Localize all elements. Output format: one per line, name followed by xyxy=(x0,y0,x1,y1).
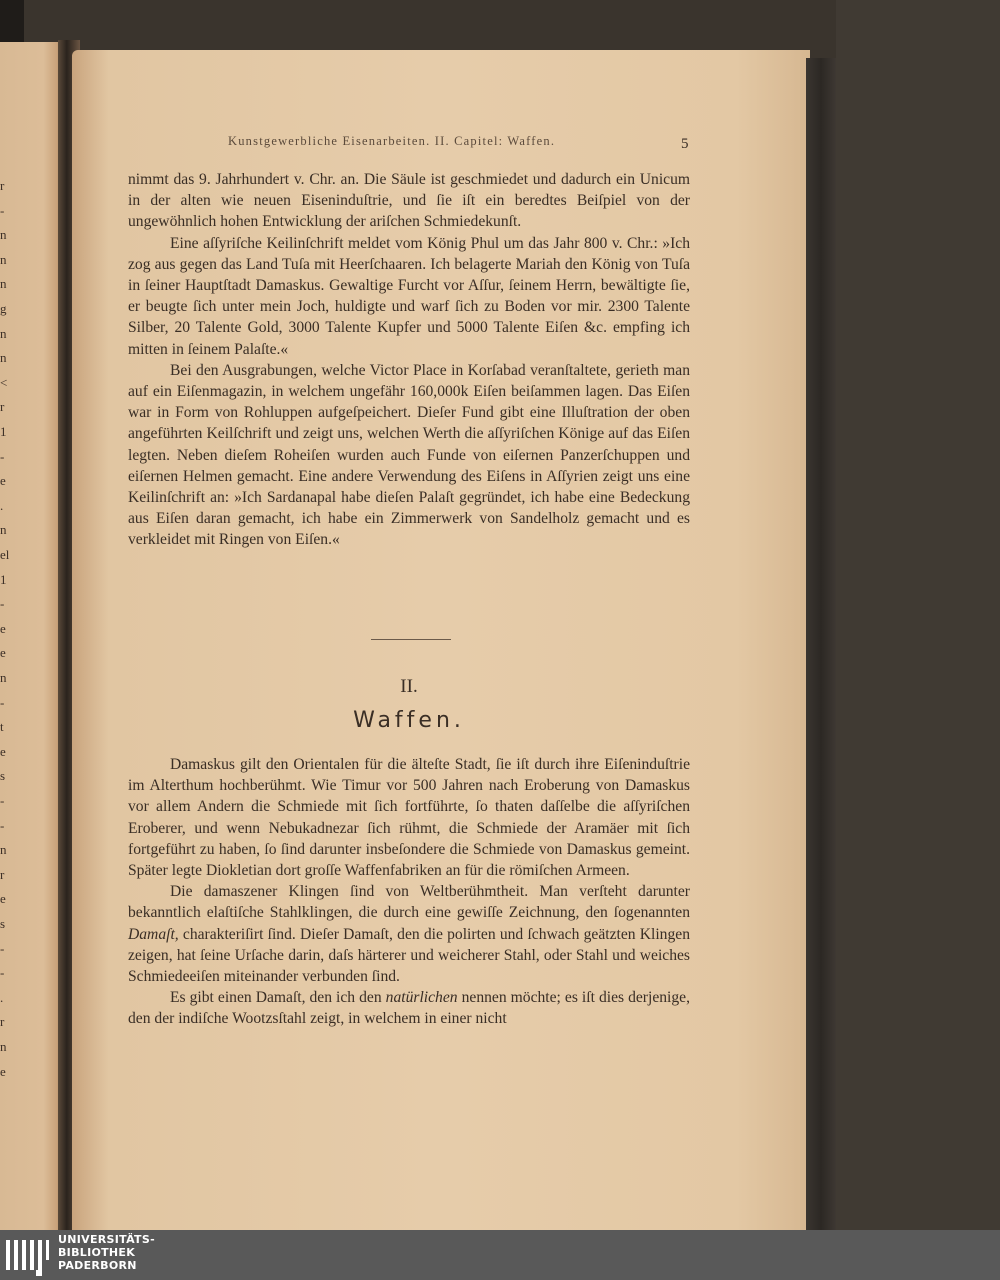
left-page-fragment: n xyxy=(0,350,7,366)
library-name-line: PADERBORN xyxy=(58,1259,137,1272)
paragraph xyxy=(128,987,690,1029)
left-page-fragment: - xyxy=(0,694,5,710)
text-run: Es gibt einen Damaſt, den ich den xyxy=(170,989,386,1007)
left-page-fragment: e xyxy=(0,1063,6,1079)
left-page-fragment: e xyxy=(0,620,6,636)
left-page-fragment: - xyxy=(0,965,5,981)
left-page-fragment: < xyxy=(0,374,8,390)
library-name-line: BIBLIOTHEK xyxy=(58,1246,136,1259)
left-page-fragment: n xyxy=(0,276,7,292)
text-run: charakteriſirt ſind. Dieſer Damaſt, den die polirten und ſchwach geätzten Klingen zeigen, hat ſeine Urſache darin, daſs härterer und weicherer Stahl, oder Stahl und weiches Schmiedeeiſen miteinander verbunden ſind. xyxy=(128,925,690,986)
paragraph xyxy=(128,881,690,987)
left-page-fragment: 1 xyxy=(0,571,7,587)
left-page xyxy=(0,42,62,1230)
left-page-fragment: n xyxy=(0,670,7,685)
text-run: nennen möchte; es iſt dies derjenige, den der indiſche Wootzsſtahl zeigt, in welchem in einer nicht xyxy=(128,989,690,1028)
left-page-fragment: - xyxy=(0,817,5,833)
paragraph: Eine aſſyriſche Keilinſchrift meldet vom König Phul um das Jahr 800 v. Chr.: »Ich zog aus gegen das Land Tuſa mit Heerſchaaren. Ich belagerte Mariah den König von Tuſa in ſeiner Hauptſtadt Damaskus. Gewaltige Furcht vor Aſſur, ſeinem Herrn, bewältigte ſie, er beugte ſich unter mein Joch, huldigte und warf ſich zu Boden vor mir. 2300 Talente Silber, 20 Talente Gold, 3000 Talente Kupfer und 5000 Talente Eiſen &c. empfing ich mitten in ſeinem Palaſte.« xyxy=(128,234,690,358)
library-name xyxy=(58,1233,155,1272)
left-page-fragment: - xyxy=(0,596,5,612)
left-page-fragment: r xyxy=(0,1014,5,1030)
left-page-fragment: . xyxy=(0,989,4,1005)
section-divider xyxy=(371,639,451,640)
paragraph: nimmt das 9. Jahrhundert v. Chr. an. Die Säule ist geschmiedet und dadurch ein Unicum in der alten wie neuen Eiseninduſtrie, und ſie iſt ein beredtes Beiſpiel von der ungewöhnlich hohen Entwicklung der ariſchen Schmiedekunſt. xyxy=(128,171,690,231)
left-page-fragment: . xyxy=(0,497,4,513)
left-page-fragment: - xyxy=(0,940,5,956)
left-page-fragment: s xyxy=(0,768,6,784)
left-page-fragment: e xyxy=(0,891,6,907)
text-run: Die damaszener Klingen ſind von Weltberühmtheit. Man verſteht darunter bekanntlich elaſtiſche Stahlklingen, die durch eine gewiſſe Zeichnung, den ſogenannten xyxy=(128,883,690,922)
left-page-fragment: e xyxy=(0,473,6,489)
left-page-fragment: n xyxy=(0,842,7,858)
left-page-fragment: el xyxy=(0,547,10,562)
left-page-fragment: n xyxy=(0,325,7,341)
left-page-fragment: r xyxy=(0,399,5,415)
left-page-fragment: e xyxy=(0,743,6,759)
left-page-fragment: s xyxy=(0,916,6,931)
left-page-corner xyxy=(0,0,24,42)
section-title: Waffen. xyxy=(353,708,465,733)
paragraph: Bei den Ausgrabungen, welche Victor Place in Korſabad veranſtaltete, gerieth man auf ein Eiſenmagazin, in welchem ungefähr 160,000k Eiſen beiſammen lagen. Das Eiſen war in Form von Rohluppen aufgeſpeichert. Dieſer Fund gibt eine Illuſtration der oben angeführten Keilſchrift und zeigt uns, welchen Werth die aſſyriſchen Könige auf das Eiſen legten. Neben dieſem Roheiſen wurden auch Funde von eiſernen Panzerſchuppen und eiſernen Helmen gemacht. Eine andere Verwendung des Eiſens in Aſſyrien zeigt uns eine Keilinſchrift an: »Ich Sardanapal habe dieſen Palaſt gegründet, ich habe eine Bedeckung aus Eiſen daran gemacht, ich habe ein Zimmerwerk von Sandelholz gemacht und es verkleidet mit Ringen von Eiſen.« xyxy=(128,361,690,549)
left-page-fragment: 1 xyxy=(0,424,7,439)
left-page-fragment: n xyxy=(0,251,7,267)
italic-term: Damaſt, xyxy=(128,925,179,943)
library-logo-icon xyxy=(6,1238,50,1276)
left-page-fragment: - xyxy=(0,793,5,808)
library-footer xyxy=(0,1230,1000,1280)
left-page-fragment: r xyxy=(0,178,5,193)
italic-term: natürlichen xyxy=(385,989,458,1007)
cover-spine xyxy=(806,58,836,1230)
page-number: 5 xyxy=(681,136,689,152)
library-name-line: UNIVERSITÄTS- xyxy=(58,1233,155,1246)
left-page-fragment: - xyxy=(0,448,5,464)
text-block-top xyxy=(128,169,690,551)
left-page-fragment: t xyxy=(0,719,4,735)
book-cover xyxy=(836,0,1000,1230)
paragraph: Damaskus gilt den Orientalen für die älteſte Stadt, ſie iſt durch ihre Eiſeninduſtrie im Alterthum hochberühmt. Wie Timur vor 500 Jahren nach Eroberung von Damaskus vor allem Andern die Schmiede mit ſich fortführte, ſo thaten daſſelbe die aſſyriſchen Eroberer, und wenn Nebukadnezar ſich rühmt, die Schmiede der Aramäer mit ſich fortgeführt zu haben, ſo ſind darunter insbeſondere die Schmiede von Damaskus gemeint. Später legte Diokletian dort groſſe Waffenfabriken an für die römiſchen Armeen. xyxy=(128,756,690,880)
left-page-fragment: r xyxy=(0,866,5,882)
section-number: II. xyxy=(400,676,418,697)
left-page-fragment: n xyxy=(0,227,7,243)
left-page-fragment: n xyxy=(0,522,7,538)
left-page-fragment: - xyxy=(0,202,5,218)
left-page-fragment: n xyxy=(0,1039,7,1054)
left-page-fragment: e xyxy=(0,645,6,661)
left-page-fragment: g xyxy=(0,301,7,316)
text-block-bottom xyxy=(128,754,690,1030)
running-header: Kunstgewerbliche Eisenarbeiten. II. Capitel: Waffen. xyxy=(228,134,556,148)
